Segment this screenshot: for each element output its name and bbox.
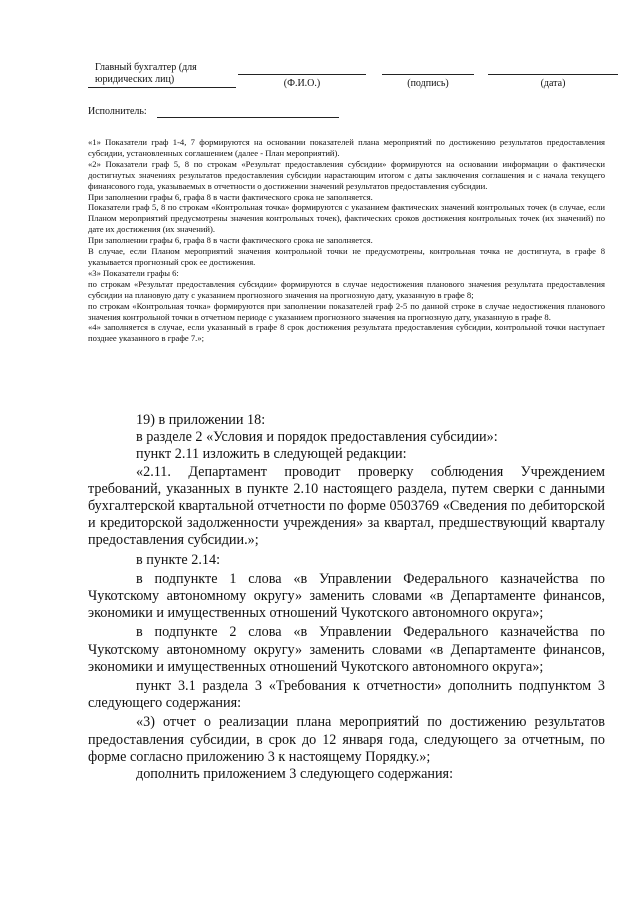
- paragraph: в подпункте 1 слова «в Управлении Федерального казначейства по Чукотскому автономному округу» заменить словами «в Департаменте финансов, экономики и имущественных отношений Чукотского автономного округа»;: [88, 570, 605, 622]
- paragraph: в подпункте 2 слова «в Управлении Федерального казначейства по Чукотскому автономному округу» заменить словами «в Департаменте финансов, экономики и имущественных отношений Чукотского автономного округа»;: [88, 624, 605, 675]
- chief-accountant-label-line1: Главный бухгалтер (для: [95, 62, 197, 73]
- chief-accountant-label: [95, 62, 235, 86]
- executor-label: Исполнитель:: [88, 106, 147, 117]
- main-text: [88, 412, 605, 783]
- paragraph: «2.11. Департамент проводит проверку соблюдения Учреждением требований, указанных в пункте 2.10 настоящего раздела, путем сверки с данными бухгалтерской квартальной отчетности по форме 0503769 «Сведения по дебиторской и кредиторской задолженности учреждения» за квартал, предшествующий кварталу предоставления субсидии.»;: [88, 463, 605, 549]
- title-underline: [88, 87, 236, 88]
- footnote: При заполнении графы 6, графа 8 в части фактического срока не заполняется.: [88, 191, 373, 202]
- footnote: «1» Показатели граф 1-4, 7 формируются на основании показателей плана мероприятий по достижению результатов предоставления субсидии, установленных соглашением (далее - План мероприятий).: [88, 137, 605, 158]
- paragraph: «3) отчет о реализации плана мероприятий по достижению результатов предоставления субсидии, в срок до 12 января года, следующего за отчетным, по форме согласно приложению 3 к настоящему Порядку.»;: [88, 714, 605, 765]
- footnote: «2» Показатели граф 5, 8 по строкам «Результат предоставления субсидии» формируются на основании информации о фактически достигнутых значениях результатов предоставления субсидии нарастающим итогом с даты заключения соглашения и с начала текущего финансового года, указываемых в отчетности о достижении значений результатов предоставления субсидии.: [88, 158, 605, 191]
- footnote: Показатели граф 5, 8 по строкам «Контрольная точка» формируются с указанием фактических значений контрольных точек (в случае, если Планом мероприятий предусмотрены значения контрольных точек), фактических сроков достижения контрольных точек (их значений) по дате их достижения (их значений).: [88, 202, 605, 235]
- footnotes: [88, 137, 605, 344]
- paragraph: пункт 2.11 изложить в следующей редакции:: [136, 446, 407, 463]
- executor-line: [157, 117, 339, 118]
- chief-accountant-label-line2: юридических лиц): [95, 74, 175, 85]
- fio-caption: (Ф.И.О.): [283, 78, 321, 89]
- date-caption: (дата): [540, 78, 566, 89]
- footnote: по строкам «Контрольная точка» формируются при заполнении показателей граф 2-5 по данной строке в случае недостижения планового значения контрольной точки в отчетном периоде с указанием прогнозного значения на прогнозную дату, указанную в графе 8.: [88, 300, 605, 322]
- footnote: При заполнении графы 6, графа 8 в части фактического срока не заполняется.: [88, 235, 373, 246]
- signature-line: [382, 74, 474, 75]
- date-line: [488, 74, 618, 75]
- paragraph: дополнить приложением 3 следующего содержания:: [136, 766, 454, 783]
- footnote: «3» Показатели графы 6:: [88, 267, 179, 278]
- footnote: В случае, если Планом мероприятий значения контрольной точки не предусмотрены, контрольная точка не достигнута, в графе 8 указывается прогнозный срок ее достижения.: [88, 246, 605, 267]
- footnote: «4» заполняется в случае, если указанный в графе 8 срок достижения результата предоставления субсидии, контрольной точки наступает позднее указанного в графе 7.»;: [88, 322, 605, 344]
- paragraph: в разделе 2 «Условия и порядок предоставления субсидии»:: [136, 429, 498, 446]
- paragraph: 19) в приложении 18:: [136, 412, 266, 428]
- paragraph: пункт 3.1 раздела 3 «Требования к отчетности» дополнить подпунктом 3 следующего содержания:: [88, 678, 605, 712]
- fio-line: [238, 74, 366, 75]
- footnote: по строкам «Результат предоставления субсидии» формируются в случае недостижения планового значения результата предоставления субсидии на плановую дату с указанием прогнозного значения на прогнозную дату, указанную в графе 8;: [88, 278, 605, 300]
- signature-caption: (подпись): [407, 78, 449, 89]
- paragraph: в пункте 2.14:: [136, 551, 221, 568]
